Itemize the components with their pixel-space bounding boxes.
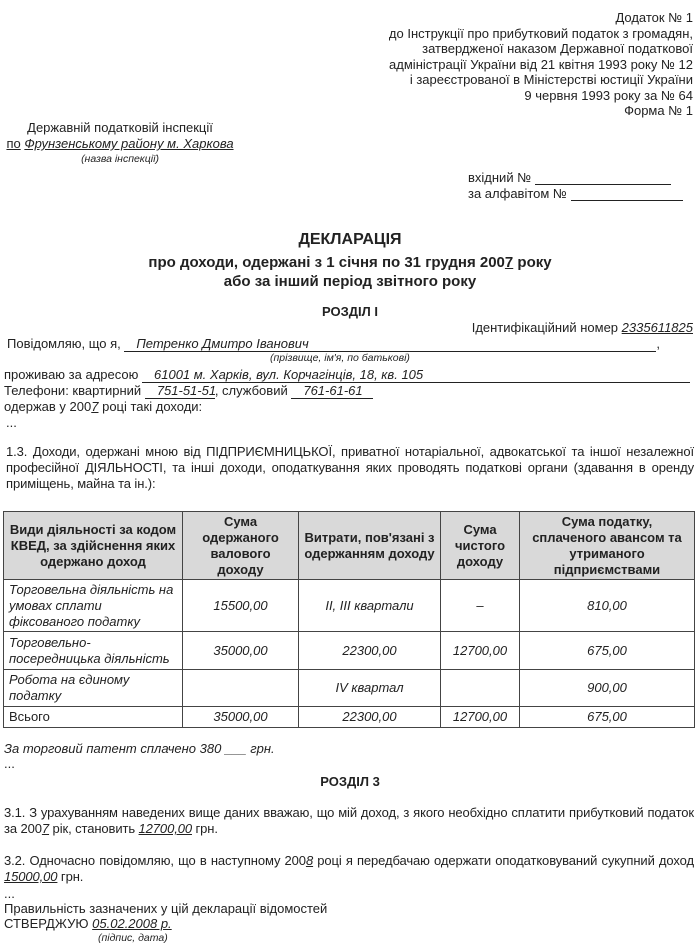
incoming-number-field[interactable] bbox=[468, 170, 671, 185]
incoming-label: вхідний № bbox=[468, 170, 532, 185]
ellipsis: ... bbox=[4, 886, 15, 901]
item-1-3: 1.3. Доходи, одержані мною від ПІДПРИЄМНИЦЬКОЇ, приватної нотаріальної, адвокатської та іншої незалежної професійної ДІЯЛЬНОСТІ, та інші доходи, оподаткування яких проводять податкові органи (здавання в оренду приміщень, майна та ін.): bbox=[6, 444, 694, 491]
ellipsis: ... bbox=[4, 756, 15, 771]
notice-line: до Інструкції про прибутковий податок з громадян, bbox=[388, 26, 693, 41]
section-1-heading: РОЗДІЛ І bbox=[322, 304, 378, 319]
notice-line: затвердженої наказом Державної податкової bbox=[422, 41, 693, 56]
notice-line: адміністрації України від 21 квітня 1993 року № 12 bbox=[389, 57, 693, 72]
table-header-row bbox=[4, 512, 695, 580]
notice-line: Додаток № 1 bbox=[615, 10, 693, 25]
table-row bbox=[4, 632, 695, 670]
table-row bbox=[4, 670, 695, 707]
table-cell: 12700,00 bbox=[441, 632, 520, 670]
document-subtitle: про доходи, одержані з 1 січня по 31 грудня 2007 року bbox=[148, 254, 552, 271]
inspection-caption: (назва інспекції) bbox=[81, 153, 159, 165]
phones-row: Телефони: квартирний 751-51-51, службовий 761-61-61 bbox=[4, 383, 373, 399]
table-cell: 900,00 bbox=[520, 670, 695, 707]
table-cell: – bbox=[441, 580, 520, 632]
table-cell bbox=[183, 670, 299, 707]
alphabet-label: за алфавітом № bbox=[468, 186, 567, 201]
table-cell: Всього bbox=[4, 707, 183, 728]
table-cell: 22300,00 bbox=[299, 707, 441, 728]
confirmation-row: СТВЕРДЖУЮ 05.02.2008 р. bbox=[4, 916, 172, 931]
column-header: Сума одержаного валового доходу bbox=[183, 512, 299, 580]
column-header: Сума чистого доходу bbox=[441, 512, 520, 580]
name-caption: (прізвище, ім'я, по батькові) bbox=[270, 352, 410, 364]
table-cell bbox=[441, 670, 520, 707]
document-subtitle-2: або за інший період звітного року bbox=[223, 273, 477, 290]
table-cell: 12700,00 bbox=[441, 707, 520, 728]
table-total-row bbox=[4, 707, 695, 728]
notice-line: 9 червня 1993 року за № 64 bbox=[524, 88, 693, 103]
form-number: Форма № 1 bbox=[624, 103, 693, 118]
table-cell: 675,00 bbox=[520, 632, 695, 670]
table-cell: II, III квартали bbox=[299, 580, 441, 632]
home-phone[interactable]: 751-51-51 bbox=[145, 384, 215, 399]
table-cell: 22300,00 bbox=[299, 632, 441, 670]
table-row bbox=[4, 580, 695, 632]
taxable-income-amount: 12700,00 bbox=[138, 821, 192, 836]
income-table bbox=[3, 511, 695, 728]
item-3-1: 3.1. З урахуванням наведених вище даних вважаю, що мій доход, з якого необхідно сплатити прибутковий податок за 2007 рік, становить 12700,00 грн. bbox=[4, 805, 694, 836]
confirmation-line: Правильність зазначених у цій декларації відомостей bbox=[4, 901, 328, 916]
id-number-row: Ідентифікаційний номер 2335611825 bbox=[471, 320, 693, 335]
table-cell: 810,00 bbox=[520, 580, 695, 632]
table-cell: Торговельно-посередницька діяльність bbox=[4, 632, 183, 670]
table-cell: Робота на єдиному податку bbox=[4, 670, 183, 707]
name-value[interactable]: Петренко Дмитро Іванович bbox=[124, 337, 656, 352]
column-header: Сума податку, сплаченого авансом та утриманого підприємствами bbox=[520, 512, 695, 580]
column-header: Витрати, пов'язані з одержанням доходу bbox=[299, 512, 441, 580]
address-value[interactable]: 61001 м. Харків, вул. Корчагінців, 18, кв. 105 bbox=[142, 368, 690, 383]
table-cell: IV квартал bbox=[299, 670, 441, 707]
table-cell: 35000,00 bbox=[183, 707, 299, 728]
ellipsis: ... bbox=[6, 415, 17, 430]
addressee-prefix: по bbox=[6, 136, 21, 151]
section-3-heading: РОЗДІЛ 3 bbox=[320, 774, 380, 789]
addressee-block bbox=[0, 120, 240, 166]
item-3-2: 3.2. Одночасно повідомляю, що в наступному 2008 році я передбачаю одержати оподатковуваний сукупний доход 15000,00 грн. bbox=[4, 853, 694, 884]
table-cell: 35000,00 bbox=[183, 632, 299, 670]
table-cell: 15500,00 bbox=[183, 580, 299, 632]
signature-caption: (підпис, дата) bbox=[98, 932, 168, 944]
confirmation-date: 05.02.2008 р. bbox=[92, 916, 172, 931]
table-cell: 675,00 bbox=[520, 707, 695, 728]
income-intro: одержав у 2007 році такі доходи: bbox=[4, 399, 203, 414]
column-header: Види діяльності за кодом КВЕД, за здійснення яких одержано доход bbox=[4, 512, 183, 580]
addressee-line: Державній податковій інспекції bbox=[27, 120, 213, 135]
alphabet-number-field[interactable] bbox=[468, 186, 683, 201]
expected-income-amount: 15000,00 bbox=[4, 869, 58, 884]
notice-line: і зареєстрованої в Міністерстві юстиції України bbox=[409, 72, 693, 87]
patent-note: За торговий патент сплачено 380 ___ грн. bbox=[4, 741, 275, 756]
document-title: ДЕКЛАРАЦІЯ bbox=[298, 231, 402, 248]
address-row: проживаю за адресою 61001 м. Харків, вул. Корчагінців, 18, кв. 105 bbox=[4, 367, 690, 383]
name-row: Повідомляю, що я, Петренко Дмитро Іванович , bbox=[7, 336, 661, 351]
id-number-value: 2335611825 bbox=[621, 320, 693, 335]
work-phone[interactable]: 761-61-61 bbox=[291, 384, 373, 399]
inspection-name: Фрунзенському району м. Харкова bbox=[24, 136, 234, 151]
table-cell: Торговельна діяльність на умовах сплати фіксованого податку bbox=[4, 580, 183, 632]
